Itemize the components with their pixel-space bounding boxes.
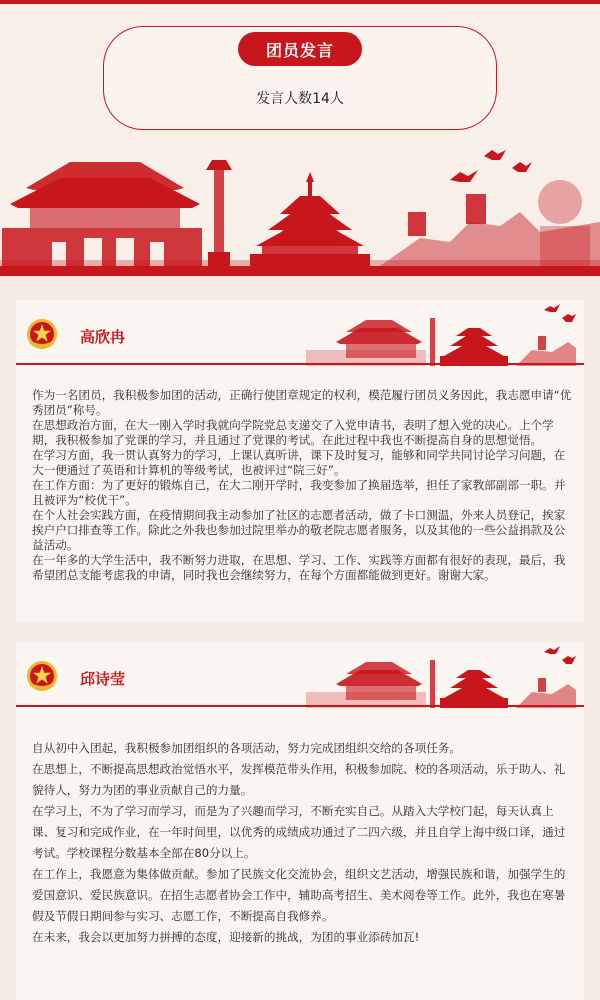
speaker-card-header: [16, 642, 584, 702]
speech-paragraph: 在思想上，不断提高思想政治觉悟水平，发挥模范带头作用，积极参加院、校的各项活动，乐于助人、礼貌待人，努力为团的事业贡献自己的力量。: [32, 762, 566, 797]
speech-paragraph: 作为一名团员，我积极参加团的活动，正确行使团章规定的权利，模范履行团员义务因此，我志愿申请“优秀团员”称号。: [32, 388, 572, 417]
speaker-card-header: [16, 300, 584, 360]
speech-paragraph: 在工作上，我愿意为集体做贡献。参加了民族文化交流协会，组织文艺活动，增强民族和谐，加强学生的爱国意识、爱民族意识。在招生志愿者协会工作中，辅助高考招生、美术阅卷等工作。此外，我也在寒暑假及节假日期间参与实习、志愿工作，不断提高自我修养。: [32, 867, 566, 923]
mini-skyline-illustration: [306, 644, 576, 708]
mini-skyline-illustration: [306, 302, 576, 366]
speech-paragraph: 在未来，我会以更加努力拼搏的态度，迎接新的挑战，为团的事业添砖加瓦!: [32, 930, 420, 944]
speech-paragraph: 在学习上，不为了学习而学习，而是为了兴趣而学习，不断充实自己。从踏入大学校门起，每天认真上课、复习和完成作业，在一年时间里，以优秀的成绩成功通过了二四六级，并且自学上海中级口译，通过考试。学校课程分数基本全部在80分以上。: [32, 804, 566, 860]
youth-league-badge-icon: [26, 318, 58, 350]
speech-paragraph: 在思想政治方面，在大一刚入学时我就向学院党总支递交了入党申请书，表明了想入党的决心。上个学期，我积极参加了党课的学习，并且通过了党课的考试。在此过程中我也不断提高自身的思想觉悟。: [32, 418, 554, 447]
speech-paragraph: 自从初中入团起，我积极参加团组织的各项活动，努力完成团组织交给的各项任务。: [32, 741, 461, 755]
speech-text: [32, 388, 572, 583]
hero-banner: [0, 4, 600, 272]
speaker-card: [16, 642, 584, 1000]
speech-paragraph: 在学习方面，我一贯认真努力的学习，上课认真听讲，课下及时复习，能够和同学共同讨论学习问题，在大一便通过了英语和计算机的等级考试，也被评过“院三好”。: [32, 448, 566, 477]
header-divider: [16, 363, 584, 365]
speech-text: [32, 738, 572, 948]
hero-skyline-illustration: [0, 142, 600, 266]
speaker-name: 邱诗莹: [80, 670, 126, 688]
speech-paragraph: 在工作方面：为了更好的锻炼自己，在大二刚开学时，我变参加了换届选举，担任了家教部副部一职。并且被评为“校优干”。: [32, 478, 566, 507]
speaker-count: 发言人数14人: [256, 91, 344, 107]
speech-paragraph: 在一年多的大学生活中，我不断努力进取，在思想、学习、工作、实践等方面都有很好的表现，最后，我希望团总支能考虑我的申请，同时我也会继续努力，在每个方面都能做到更好。谢谢大家。: [32, 553, 566, 582]
speaker-card: [16, 300, 584, 622]
youth-league-badge-icon: [26, 660, 58, 692]
page-title: 团员发言: [238, 32, 362, 66]
header-divider: [16, 705, 584, 707]
speech-paragraph: 在个人社会实践方面，在疫情期间我主动参加了社区的志愿者活动，做了卡口测温，外来人员登记，挨家挨户户口排查等工作。除此之外我也参加过院里举办的敬老院志愿者服务，以及其他的一些公益捐款及公益活动。: [32, 508, 566, 552]
hero-red-band: [0, 266, 600, 276]
speaker-name: 高欣冉: [80, 328, 126, 346]
